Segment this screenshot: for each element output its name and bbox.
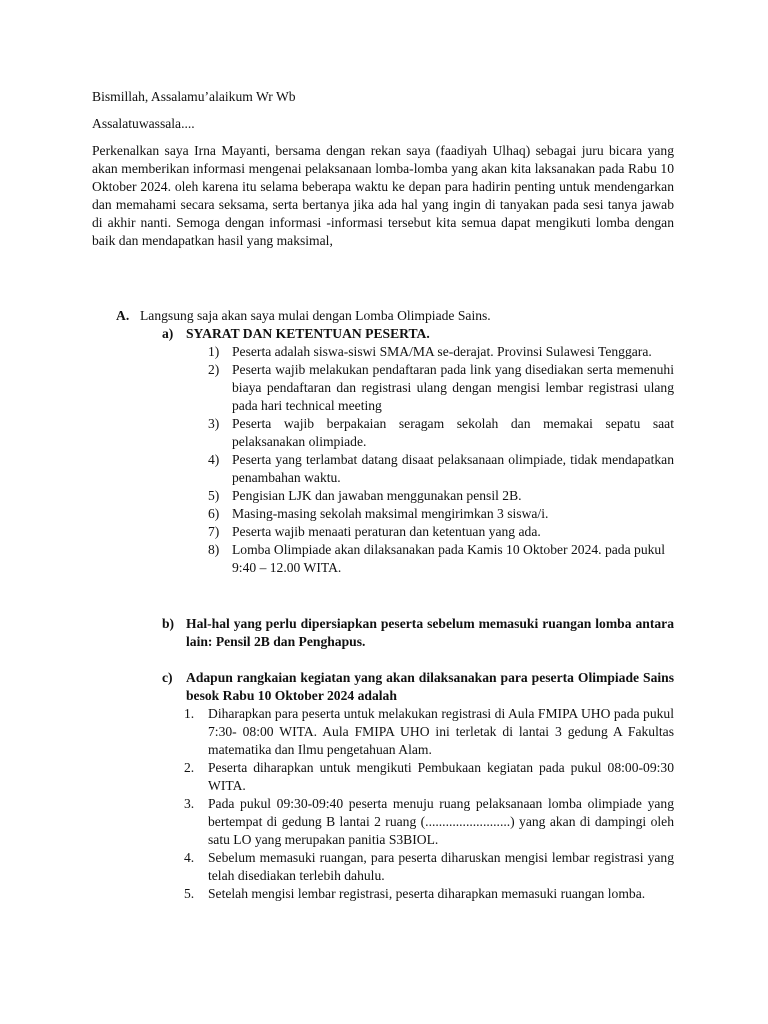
subsection-a-title: SYARAT DAN KETENTUAN PESERTA. [186,326,430,341]
list-item [162,415,674,451]
item-number: 2. [184,760,195,775]
item-text: Peserta diharapkan untuk mengikuti Pembukaan kegiatan pada pukul 08:00-09:30 WITA. [208,760,674,793]
item-text: Sebelum memasuki ruangan, para peserta diharuskan mengisi lembar registrasi yang telah disediakan terlebih dahulu. [208,850,674,883]
subsection-a-marker: a) [162,326,174,341]
greeting-line-2: Assalatuwassala.... [92,116,195,131]
subsection-c-title: Adapun rangkaian kegiatan yang akan dilaksanakan para peserta Olimpiade Sains besok Rabu 10 Oktober 2024 adalah [186,670,674,703]
item-number: 5) [208,488,220,503]
list-item [162,541,674,577]
item-number: 5. [184,886,195,901]
item-number: 4. [184,850,195,865]
item-number: 1) [208,344,220,359]
section-a-text: Langsung saja akan saya mulai dengan Lomba Olimpiade Sains. [140,308,491,323]
item-text: Pengisian LJK dan jawaban menggunakan pensil 2B. [232,488,522,503]
item-number: 1. [184,706,195,721]
item-number: 8) [208,542,220,557]
item-text: Peserta yang terlambat datang disaat pelaksanaan olimpiade, tidak mendapatkan penambahan waktu. [232,452,674,485]
item-text: Peserta wajib berpakaian seragam sekolah dan memakai sepatu saat pelaksanakan olimpiade. [232,416,674,449]
subsection-a-heading [162,325,674,343]
schedule-list [162,705,674,903]
list-item [162,759,674,795]
list-item [162,505,674,523]
intro-paragraph: Perkenalkan saya Irna Mayanti, bersama dengan rekan saya (faadiyah Ulhaq) sebagai juru bicara yang akan memberikan informasi mengenai pelaksanaan lomba-lomba yang akan kita laksanakan pada Rabu 10 Oktober 2024. oleh karena itu selama beberapa waktu ke depan para hadirin penting untuk mendengarkan dan memahami secara seksama, serta bertanya jika ada hal yang ingin di tanyakan pada sesi tanya jawab di akhir nanti. Semoga dengan informasi -informasi tersebut kita semua dapat mengikuti lomba dengan baik dan mendapatkan hasil yang maksimal, [92,143,674,248]
list-item [162,795,674,849]
subsection-c-marker: c) [162,670,173,685]
section-a-marker: A. [116,308,130,323]
list-item [162,523,674,541]
item-number: 2) [208,362,220,377]
item-text: Peserta wajib melakukan pendaftaran pada link yang disediakan serta memenuhi biaya pendaftaran dan registrasi ulang dengan mengisi lembar registrasi ulang pada hari technical meeting [232,362,674,413]
subsection-c-heading [162,669,674,705]
item-text: Peserta adalah siswa-siswi SMA/MA se-derajat. Provinsi Sulawesi Tenggara. [232,344,652,359]
list-item [162,361,674,415]
list-item [162,487,674,505]
item-text: Lomba Olimpiade akan dilaksanakan pada Kamis 10 Oktober 2024. pada pukul 9:40 – 12.00 WITA. [232,542,665,575]
item-text: Diharapkan para peserta untuk melakukan registrasi di Aula FMIPA UHO pada pukul 7:30- 08:00 WITA. Aula FMIPA UHO ini terletak di lantai 3 gedung A Fakultas matematika dan Ilmu pengetahuan Alam. [208,706,674,757]
requirements-list [162,343,674,577]
subsection-b-heading [162,615,674,651]
subsection-b-marker: b) [162,616,175,631]
list-item [162,343,674,361]
list-item [162,705,674,759]
list-item [162,849,674,885]
item-text: Setelah mengisi lembar registrasi, peserta diharapkan memasuki ruangan lomba. [208,886,646,901]
item-number: 3. [184,796,195,811]
subsection-b-title: Hal-hal yang perlu dipersiapkan peserta sebelum memasuki ruangan lomba antara lain: Pensil 2B dan Penghapus. [186,616,674,649]
list-item [162,885,674,903]
item-text: Pada pukul 09:30-09:40 peserta menuju ruang pelaksanaan lomba olimpiade yang bertempat di gedung B lantai 2 ruang (.........................) yang akan di dampingi oleh satu LO yang merupakan panitia S3BIOL. [208,796,674,847]
item-number: 7) [208,524,220,539]
greeting-line: Bismillah, Assalamu’alaikum Wr Wb [92,89,296,104]
item-number: 6) [208,506,220,521]
item-text: Peserta wajib menaati peraturan dan ketentuan yang ada. [232,524,541,539]
item-number: 3) [208,416,220,431]
item-text: Masing-masing sekolah maksimal mengirimkan 3 siswa/i. [232,506,549,521]
list-item [162,451,674,487]
item-number: 4) [208,452,220,467]
section-a-heading [116,307,676,325]
